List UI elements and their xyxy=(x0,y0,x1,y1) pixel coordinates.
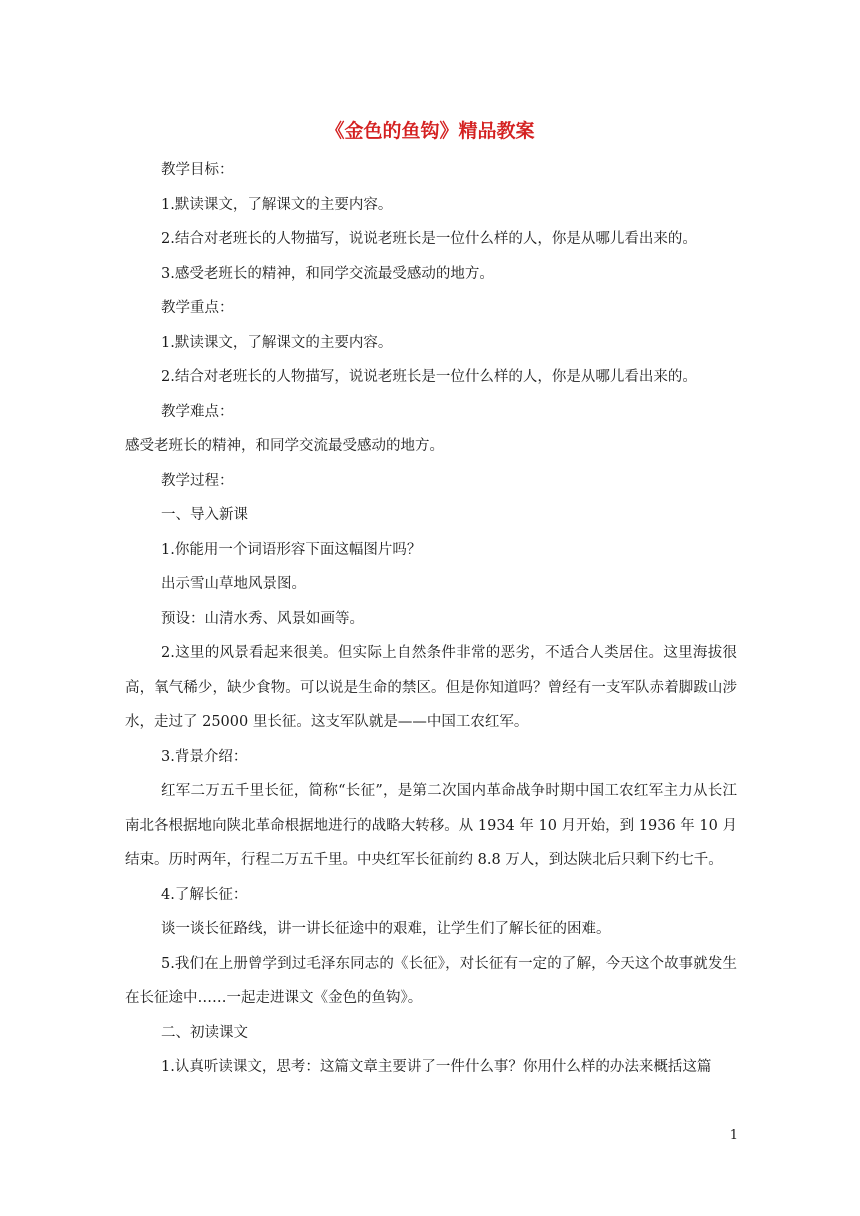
paragraph: 1.认真听读课文，思考：这篇文章主要讲了一件什么事？你用什么样的办法来概括这篇 xyxy=(161,1059,712,1075)
paragraph: 谈一谈长征路线，讲一讲长征途中的艰难，让学生们了解长征的困难。 xyxy=(161,921,611,937)
paragraph: 教学目标： xyxy=(161,162,234,178)
paragraph: 2.结合对老班长的人物描写，说说老班长是一位什么样的人，你是从哪儿看出来的。 xyxy=(161,369,697,385)
paragraph: 二、初读课文 xyxy=(161,1024,248,1041)
paragraph: 2.这里的风景看起来很美。但实际上自然条件非常的恶劣，不适合人类居住。这里海拔很高，氧气稀少，缺少食物。可以说是生命的禁区。但是你知道吗？曾经有一支军队赤着脚跋山涉水，走过了 25000 里长征。这支军队就是——中国工农红军。 xyxy=(125,645,737,730)
paragraph: 1.默读课文，了解课文的主要内容。 xyxy=(161,334,393,351)
paragraph: 预设：山清水秀、风景如画等。 xyxy=(161,610,364,627)
paragraph: 3.感受老班长的精神，和同学交流最受感动的地方。 xyxy=(161,265,494,282)
paragraph: 一、导入新课 xyxy=(161,507,248,523)
paragraph: 教学难点： xyxy=(161,403,234,420)
paragraph: 4.了解长征： xyxy=(161,886,248,903)
paragraph: 1.你能用一个词语形容下面这幅图片吗？ xyxy=(161,541,422,558)
document-body xyxy=(125,153,737,1085)
paragraph: 2.结合对老班长的人物描写，说说老班长是一位什么样的人，你是从哪儿看出来的。 xyxy=(161,231,697,247)
paragraph: 教学过程： xyxy=(161,472,234,489)
paragraph: 红军二万五千里长征，简称“长征”，是第二次国内革命战争时期中国工农红军主力从长江南北各根据地向陕北革命根据地进行的战略大转移。从 1934 年 10 月开始，到 1936 年 10 月结束。历时两年，行程二万五千里。中央红军长征前约 8.8 万人，到达陕北后只剩下约七千。 xyxy=(125,783,737,868)
paragraph: 5.我们在上册曾学到过毛泽东同志的《长征》，对长征有一定的了解，今天这个故事就发生在长征途中……一起走进课文《金色的鱼钩》。 xyxy=(125,955,737,1006)
paragraph: 教学重点： xyxy=(161,300,234,316)
paragraph: 1.默读课文，了解课文的主要内容。 xyxy=(161,196,393,213)
page-number: 1 xyxy=(729,1128,738,1143)
paragraph: 出示雪山草地风景图。 xyxy=(161,576,306,592)
paragraph: 3.背景介绍： xyxy=(161,748,248,765)
document-title: 《金色的鱼钩》精品教案 xyxy=(325,120,535,142)
paragraph: 感受老班长的精神，和同学交流最受感动的地方。 xyxy=(125,438,444,454)
